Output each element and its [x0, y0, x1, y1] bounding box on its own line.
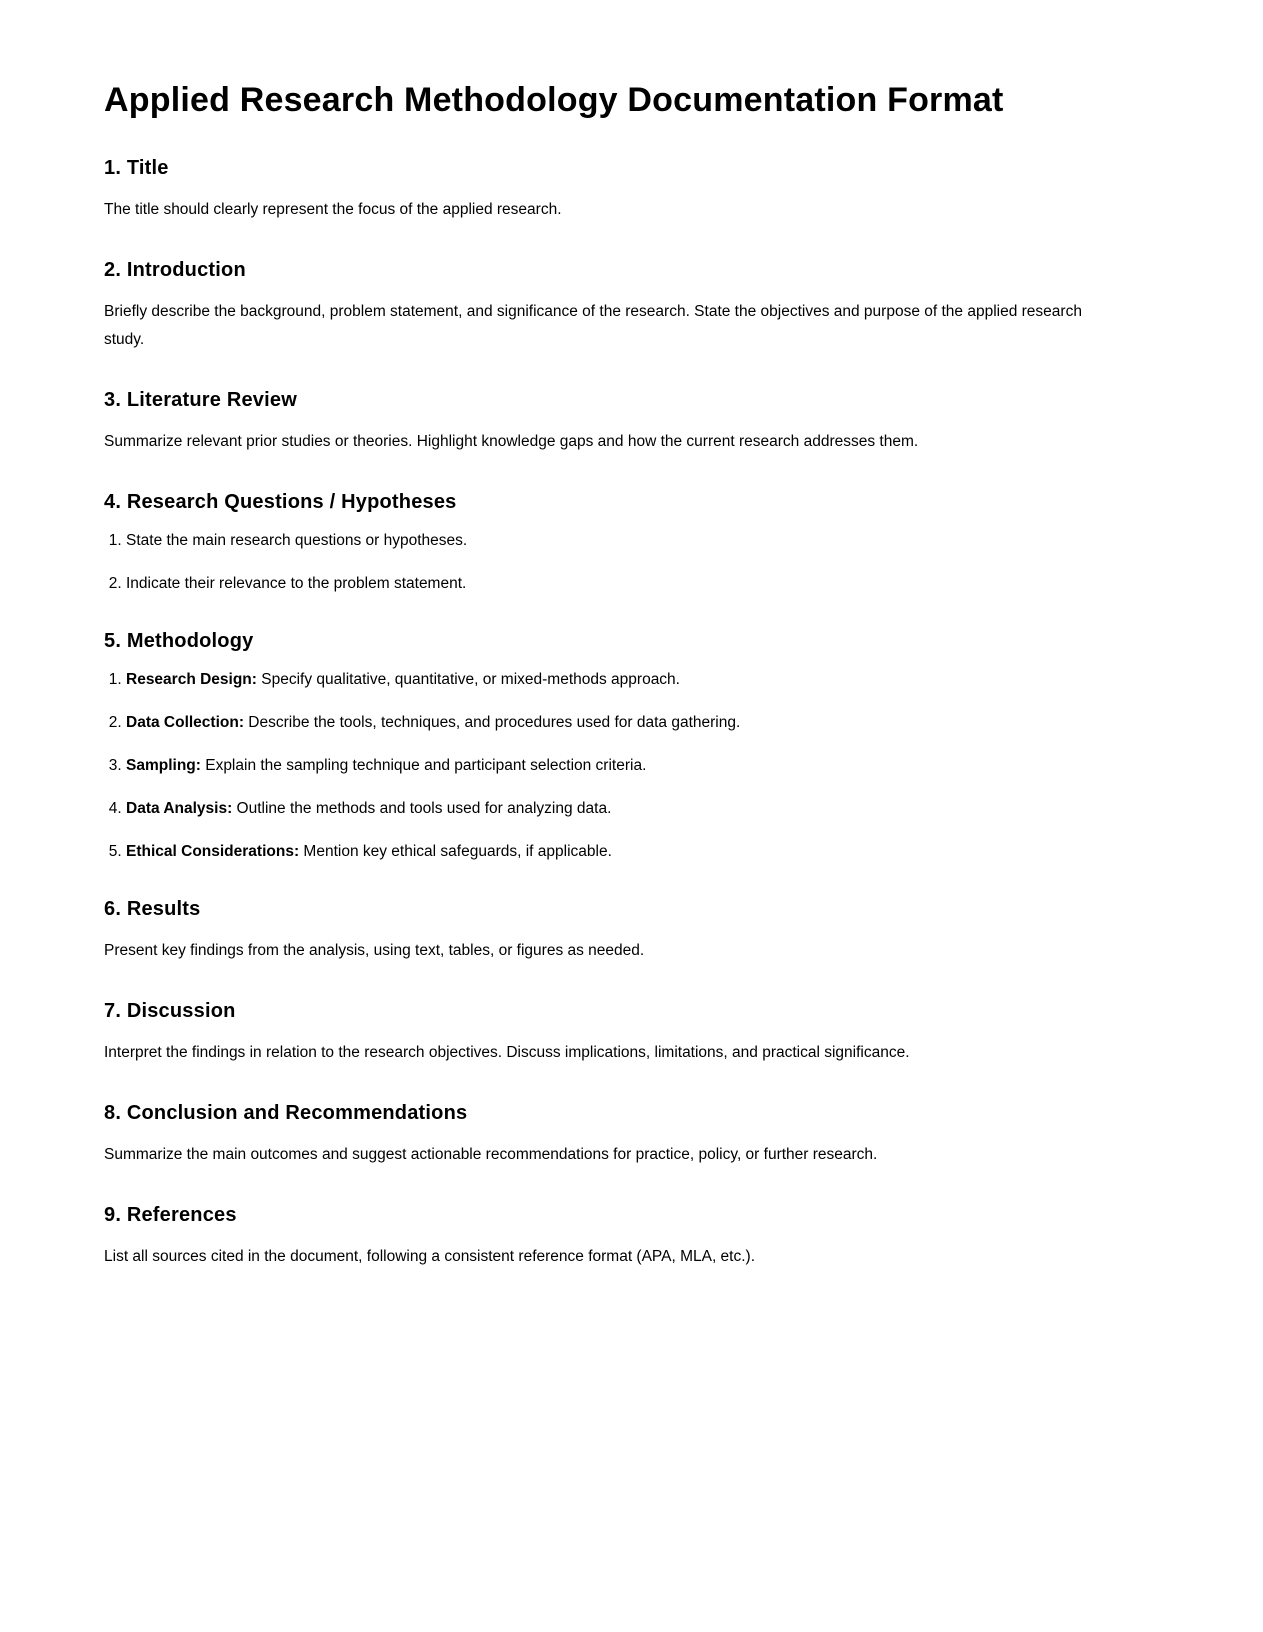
methodology-list — [104, 669, 1124, 863]
list-item — [126, 573, 1124, 595]
list-item — [126, 530, 1124, 552]
section-heading: 5. Methodology — [104, 630, 254, 652]
section-body: Briefly describe the background, problem statement, and significance of the research. State the objectives and purpose of the applied research study. — [104, 303, 1082, 348]
list-item — [126, 798, 1124, 820]
section-heading: 7. Discussion — [104, 1000, 236, 1022]
list-item-text: Specify qualitative, quantitative, or mixed-methods approach. — [256, 671, 680, 688]
section-introduction — [104, 256, 1124, 354]
list-item-text: State the main research questions or hypotheses. — [126, 532, 468, 549]
section-heading: 9. References — [104, 1204, 237, 1226]
section-references — [104, 1201, 1124, 1271]
section-heading: 1. Title — [104, 157, 169, 179]
list-item — [126, 712, 1124, 734]
section-body: The title should clearly represent the focus of the applied research. — [104, 201, 562, 218]
list-item-label: Ethical Considerations: — [126, 843, 300, 860]
list-item-text: Mention key ethical safeguards, if applicable. — [299, 843, 612, 860]
list-item — [126, 841, 1124, 863]
section-heading: 8. Conclusion and Recommendations — [104, 1102, 468, 1124]
section-results — [104, 895, 1124, 965]
section-methodology — [104, 627, 1124, 863]
list-item-label: Data Collection: — [126, 714, 244, 731]
section-body: Present key findings from the analysis, using text, tables, or figures as needed. — [104, 942, 645, 959]
section-discussion — [104, 997, 1124, 1067]
list-item-label: Sampling: — [126, 757, 201, 774]
list-item-text: Outline the methods and tools used for analyzing data. — [232, 800, 612, 817]
list-item-text: Describe the tools, techniques, and procedures used for data gathering. — [243, 714, 741, 731]
list-item — [126, 669, 1124, 691]
section-research-questions — [104, 488, 1124, 595]
list-item-text: Indicate their relevance to the problem statement. — [126, 575, 467, 592]
section-title — [104, 154, 1124, 224]
section-body: Summarize relevant prior studies or theories. Highlight knowledge gaps and how the current research addresses them. — [104, 433, 919, 450]
section-body: Summarize the main outcomes and suggest actionable recommendations for practice, policy, or further research. — [104, 1146, 878, 1163]
section-conclusion — [104, 1099, 1124, 1169]
section-heading: 6. Results — [104, 898, 201, 920]
section-body: List all sources cited in the document, following a consistent reference format (APA, MLA, etc.). — [104, 1248, 756, 1265]
list-item-label: Research Design: — [126, 671, 257, 688]
section-heading: 3. Literature Review — [104, 389, 297, 411]
list-item-text: Explain the sampling technique and participant selection criteria. — [200, 757, 647, 774]
list-item-label: Data Analysis: — [126, 800, 233, 817]
list-item — [126, 755, 1124, 777]
section-body: Interpret the findings in relation to the research objectives. Discuss implications, limitations, and practical significance. — [104, 1044, 910, 1061]
section-literature-review — [104, 386, 1124, 456]
section-heading: 2. Introduction — [104, 259, 246, 281]
document-page — [104, 78, 1124, 1303]
document-title: Applied Research Methodology Documentation Format — [104, 81, 1004, 119]
section-heading: 4. Research Questions / Hypotheses — [104, 491, 457, 513]
research-questions-list — [104, 530, 1124, 595]
